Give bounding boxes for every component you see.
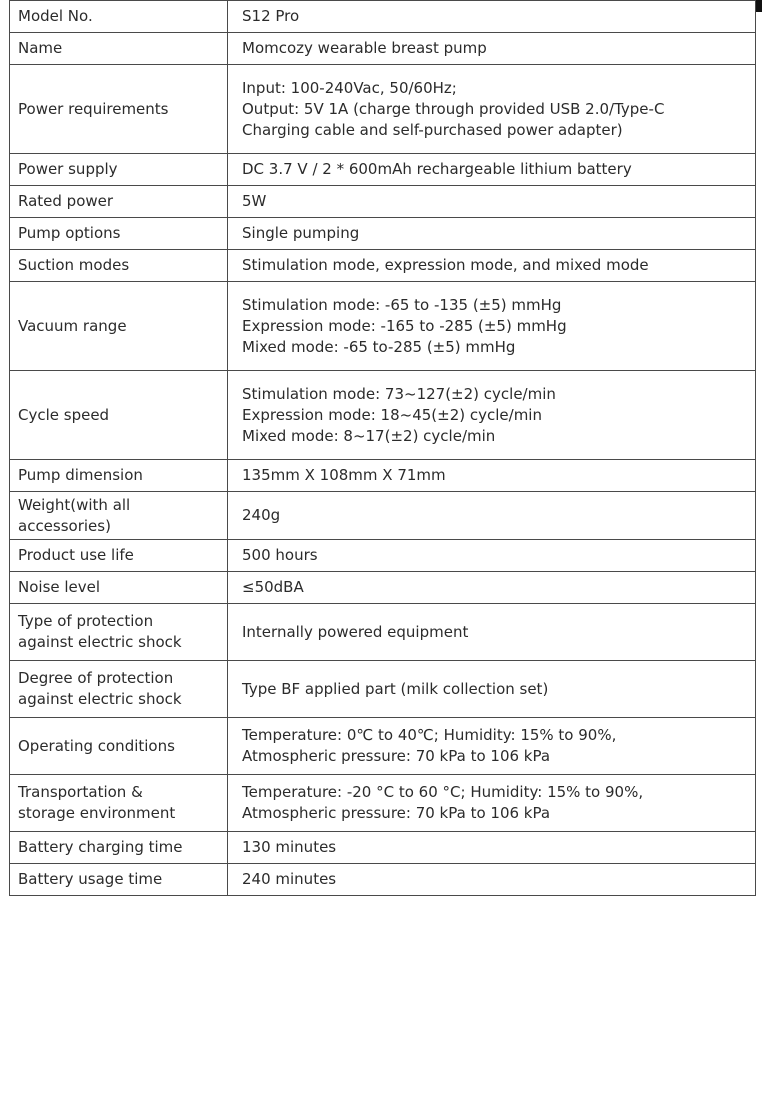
spec-row [10, 282, 756, 371]
spec-value-cell [228, 864, 756, 896]
spec-label: Suction modes [18, 256, 130, 274]
spec-row [10, 33, 756, 65]
spec-label: Power supply [18, 160, 118, 178]
spec-value: Temperature: 0℃ to 40℃; Humidity: 15% to 90%, [242, 726, 617, 744]
spec-label-cell [10, 65, 228, 154]
spec-label: Vacuum range [18, 316, 127, 335]
spec-value-cell [228, 250, 756, 282]
spec-label: Power requirements [18, 99, 169, 118]
spec-value-cell [228, 540, 756, 572]
spec-value: Internally powered equipment [242, 622, 469, 641]
spec-row [10, 604, 756, 661]
spec-label: Rated power [18, 192, 114, 210]
spec-label-cell [10, 718, 228, 775]
spec-value: 240 minutes [242, 870, 337, 888]
spec-row [10, 1, 756, 33]
spec-value: Output: 5V 1A (charge through provided USB 2.0/Type-C [242, 99, 665, 118]
spec-label: Model No. [18, 7, 93, 25]
spec-value-cell [228, 371, 756, 460]
spec-value-cell [228, 33, 756, 65]
spec-label-cell [10, 186, 228, 218]
spec-value-cell [228, 718, 756, 775]
spec-value: Stimulation mode: 73~127(±2) cycle/min [242, 384, 556, 403]
spec-value: 240g [242, 506, 281, 524]
spec-label: Noise level [18, 578, 101, 596]
spec-value: Stimulation mode: -65 to -135 (±5) mmHg [242, 295, 562, 314]
spec-row [10, 65, 756, 154]
spec-value: Mixed mode: 8~17(±2) cycle/min [242, 426, 496, 445]
spec-value-cell [228, 1, 756, 33]
spec-row [10, 540, 756, 572]
spec-row [10, 218, 756, 250]
spec-label-cell [10, 832, 228, 864]
spec-value: ≤50dBA [242, 578, 304, 596]
spec-label: Battery charging time [18, 838, 183, 856]
spec-label-cell [10, 661, 228, 718]
spec-row [10, 718, 756, 775]
spec-label-cell [10, 864, 228, 896]
spec-value: Stimulation mode, expression mode, and mixed mode [242, 256, 649, 274]
spec-value: Atmospheric pressure: 70 kPa to 106 kPa [242, 747, 551, 765]
spec-value-cell [228, 154, 756, 186]
spec-label: Cycle speed [18, 405, 110, 424]
spec-value-cell [228, 282, 756, 371]
spec-table [9, 0, 756, 896]
spec-value-cell [228, 218, 756, 250]
spec-label: Pump dimension [18, 466, 143, 484]
spec-label: Product use life [18, 546, 134, 564]
spec-value: Input: 100-240Vac, 50/60Hz; [242, 78, 457, 97]
spec-value: Expression mode: -165 to -285 (±5) mmHg [242, 316, 567, 335]
spec-value: Type BF applied part (milk collection set) [242, 679, 549, 698]
spec-label-cell [10, 492, 228, 540]
spec-label-cell [10, 775, 228, 832]
spec-value: 135mm X 108mm X 71mm [242, 466, 446, 484]
spec-label: accessories) [18, 516, 111, 535]
spec-label-cell [10, 460, 228, 492]
spec-value-cell [228, 604, 756, 661]
spec-value: Mixed mode: -65 to-285 (±5) mmHg [242, 337, 516, 356]
spec-value: Momcozy wearable breast pump [242, 39, 487, 57]
spec-row [10, 832, 756, 864]
spec-label-cell [10, 1, 228, 33]
spec-value: 500 hours [242, 546, 318, 564]
spec-label: Name [18, 39, 63, 57]
spec-label: Operating conditions [18, 736, 175, 755]
spec-label-cell [10, 572, 228, 604]
spec-value-cell [228, 460, 756, 492]
spec-label: Battery usage time [18, 870, 163, 888]
spec-value: Temperature: -20 °C to 60 °C; Humidity: 15% to 90%, [242, 783, 644, 801]
spec-label: against electric shock [18, 633, 182, 651]
spec-value: Expression mode: 18~45(±2) cycle/min [242, 405, 542, 424]
spec-label-cell [10, 604, 228, 661]
spec-label: Degree of protection [18, 669, 174, 687]
spec-row [10, 250, 756, 282]
spec-value-cell [228, 65, 756, 154]
spec-row [10, 775, 756, 832]
spec-value-cell [228, 186, 756, 218]
spec-row [10, 460, 756, 492]
spec-label-cell [10, 154, 228, 186]
spec-value-cell [228, 492, 756, 540]
spec-label: Pump options [18, 224, 121, 242]
spec-value-cell [228, 572, 756, 604]
spec-row [10, 661, 756, 718]
spec-label-cell [10, 33, 228, 65]
spec-value-cell [228, 832, 756, 864]
spec-value: 130 minutes [242, 838, 337, 856]
spec-value-cell [228, 661, 756, 718]
spec-label-cell [10, 540, 228, 572]
spec-label: Transportation & [18, 783, 143, 801]
spec-value: Atmospheric pressure: 70 kPa to 106 kPa [242, 804, 551, 822]
spec-value: Charging cable and self-purchased power adapter) [242, 120, 623, 139]
spec-value: 5W [242, 192, 267, 210]
spec-value: DC 3.7 V / 2 * 600mAh rechargeable lithium battery [242, 160, 632, 178]
spec-row [10, 186, 756, 218]
spec-label-cell [10, 250, 228, 282]
spec-label-cell [10, 218, 228, 250]
spec-row [10, 492, 756, 540]
spec-label: storage environment [18, 804, 176, 822]
spec-table-body [10, 1, 756, 896]
spec-value: Single pumping [242, 224, 360, 242]
corner-mark [756, 0, 762, 12]
spec-value-cell [228, 775, 756, 832]
spec-label: Type of protection [18, 612, 154, 630]
spec-label: against electric shock [18, 690, 182, 708]
spec-row [10, 371, 756, 460]
spec-row [10, 154, 756, 186]
spec-row [10, 864, 756, 896]
spec-label: Weight(with all [18, 495, 131, 514]
spec-value: S12 Pro [242, 7, 300, 25]
spec-label-cell [10, 371, 228, 460]
spec-label-cell [10, 282, 228, 371]
spec-row [10, 572, 756, 604]
